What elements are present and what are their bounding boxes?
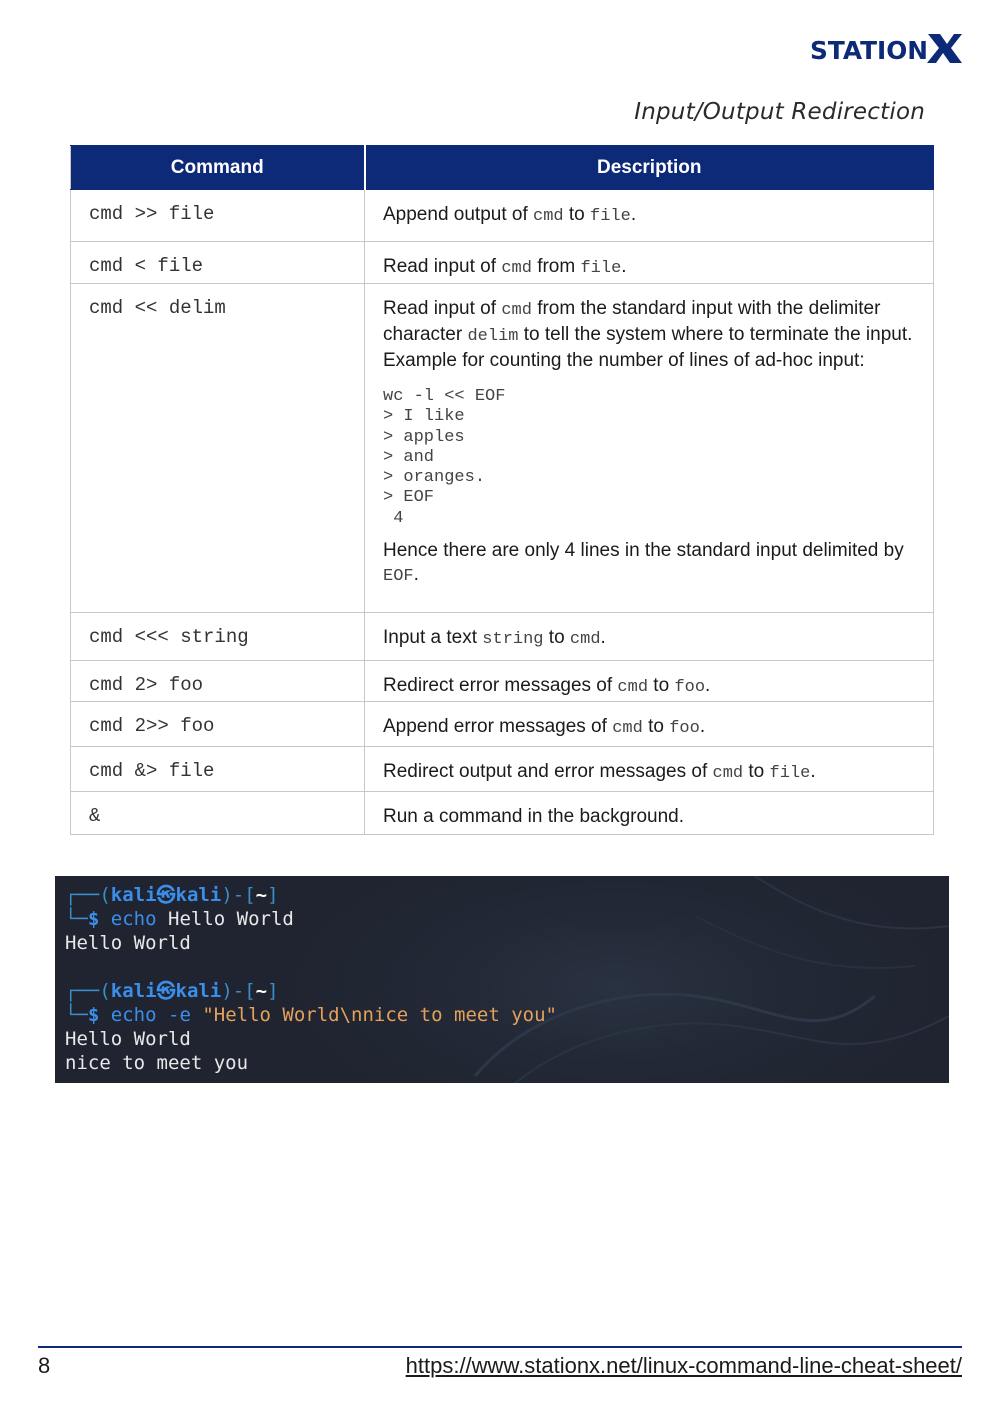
table-header-row xyxy=(71,146,934,190)
table-row xyxy=(71,792,934,835)
description-cell xyxy=(365,190,934,242)
prompt-frame: )-[ xyxy=(221,980,256,1002)
description-code: file xyxy=(769,764,811,783)
prompt-frame: ] xyxy=(267,980,279,1002)
description-text: Append output of cmd to file. xyxy=(383,204,637,226)
description-text: Read input of cmd from file. xyxy=(383,256,627,278)
table-row xyxy=(71,190,934,242)
description-cell xyxy=(365,613,934,661)
description-text: Redirect error messages of cmd to foo. xyxy=(383,675,711,697)
command-cell: & xyxy=(71,792,365,835)
terminal-args: -e xyxy=(168,1004,191,1026)
command-cell: cmd 2>> foo xyxy=(71,702,365,747)
prompt-dir: ~ xyxy=(255,980,268,1002)
terminal-blank-line xyxy=(65,955,557,979)
kali-skull-icon: ㉿ xyxy=(156,884,176,906)
description-followup: Hence there are only 4 lines in the standard input delimited by EOF. xyxy=(383,540,904,587)
prompt-frame: └─ xyxy=(65,908,88,930)
prompt-dollar: $ xyxy=(87,1004,111,1026)
prompt-frame: ┌──( xyxy=(65,980,111,1002)
terminal-output-line: Hello World xyxy=(65,1028,191,1050)
terminal-command: echo xyxy=(110,908,157,930)
description-text: Append error messages of cmd to foo. xyxy=(383,716,706,738)
description-code: foo xyxy=(669,719,700,738)
command-cell: cmd 2> foo xyxy=(71,661,365,702)
description-cell xyxy=(365,747,934,792)
svg-text:STATION: STATION xyxy=(810,36,928,65)
table-row xyxy=(71,702,934,747)
command-table xyxy=(70,145,934,835)
header-description: Description xyxy=(365,146,934,190)
description-code: cmd xyxy=(617,678,649,697)
terminal-command-line xyxy=(65,1003,557,1027)
terminal-string-arg: "Hello World\nnice to meet you" xyxy=(202,1004,557,1026)
description-code: cmd xyxy=(533,207,564,226)
command-cell: cmd < file xyxy=(71,242,365,284)
description-code: cmd xyxy=(612,719,643,738)
prompt-frame: )-[ xyxy=(221,884,256,906)
description-code: file xyxy=(590,207,631,226)
terminal-output-line: nice to meet you xyxy=(65,1052,249,1074)
description-code: delim xyxy=(467,327,519,346)
command-cell: cmd << delim xyxy=(71,284,365,613)
terminal-args: Hello World xyxy=(168,908,294,930)
description-cell xyxy=(365,661,934,702)
description-code: cmd xyxy=(501,301,532,320)
page-number: 8 xyxy=(38,1353,51,1378)
description-code: cmd xyxy=(501,259,532,278)
table-row xyxy=(71,613,934,661)
example-code-block: wc -l << EOF > I like > apples > and > oranges. > EOF 4 xyxy=(383,387,506,528)
prompt-frame: ┌──( xyxy=(65,884,111,906)
table-row xyxy=(71,661,934,702)
table-row xyxy=(71,747,934,792)
terminal-screenshot xyxy=(55,876,949,1083)
command-cell: cmd &> file xyxy=(71,747,365,792)
kali-skull-icon: ㉿ xyxy=(156,980,176,1002)
prompt-user: kali xyxy=(110,884,157,906)
description-cell xyxy=(365,792,934,835)
terminal-prompt-line xyxy=(65,979,557,1003)
description-cell xyxy=(365,242,934,284)
header-command: Command xyxy=(71,146,365,190)
prompt-host: kali xyxy=(175,980,222,1002)
prompt-frame: └─ xyxy=(65,1004,88,1026)
description-code: cmd xyxy=(569,630,601,649)
terminal-command: echo xyxy=(110,1004,157,1026)
command-cell: cmd <<< string xyxy=(71,613,365,661)
prompt-frame: ] xyxy=(267,884,279,906)
stationx-logo xyxy=(810,30,962,66)
prompt-dollar: $ xyxy=(87,908,111,930)
prompt-dir: ~ xyxy=(255,884,268,906)
description-text: Run a command in the background. xyxy=(383,806,685,827)
terminal-command-line xyxy=(65,907,557,931)
terminal-prompt-line xyxy=(65,883,557,907)
table-row xyxy=(71,284,934,613)
description-text: Input a text string to cmd. xyxy=(383,627,606,649)
description-code: string xyxy=(482,630,544,649)
prompt-user: kali xyxy=(110,980,157,1002)
description-code: EOF xyxy=(383,567,414,587)
description-code: foo xyxy=(674,678,706,697)
description-code: cmd xyxy=(712,764,744,783)
description-text: Read input of cmd from the standard input with the delimiter character delim to tell the system where to terminate the input. Example for counting the number of lines of ad-hoc input: xyxy=(383,298,913,371)
description-text: Redirect output and error messages of cmd to file. xyxy=(383,761,816,783)
footer-link[interactable]: https://www.stationx.net/linux-command-line-cheat-sheet/ xyxy=(405,1353,962,1378)
description-cell xyxy=(365,702,934,747)
description-cell xyxy=(365,284,934,613)
table-row xyxy=(71,242,934,284)
terminal-output-line: Hello World xyxy=(65,932,191,954)
description-code: file xyxy=(580,259,622,278)
prompt-host: kali xyxy=(175,884,222,906)
footer-rule xyxy=(38,1346,962,1348)
section-title: Input/Output Redirection xyxy=(634,99,925,125)
command-cell: cmd >> file xyxy=(71,190,365,242)
